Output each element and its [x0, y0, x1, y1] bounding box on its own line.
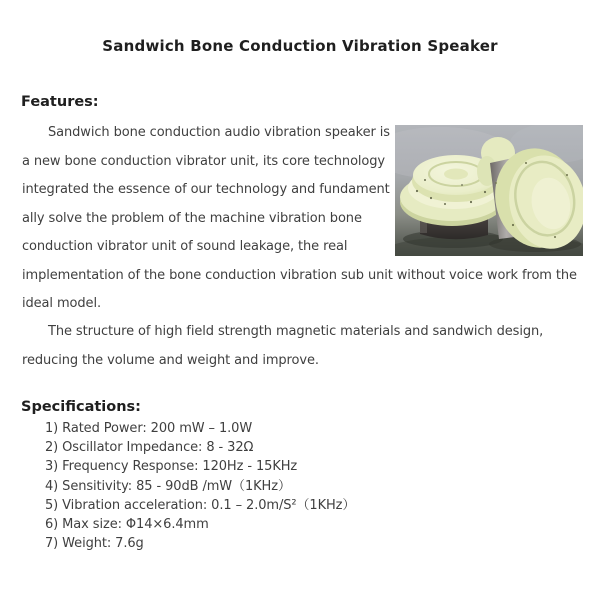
specifications-heading: Specifications:: [21, 399, 141, 415]
product-photo: [395, 125, 583, 256]
features-heading: Features:: [21, 94, 99, 110]
spec-item: 5) Vibration acceleration: 0.1 – 2.0m/S²（1KHz）: [45, 497, 356, 513]
spec-item: 1) Rated Power: 200 mW – 1.0W: [45, 421, 253, 436]
specifications-list: [45, 419, 565, 553]
text-line: conduction vibrator unit of sound leakage, the real: [22, 239, 348, 254]
text-line: integrated the essence of our technology and fundament: [22, 182, 390, 197]
page-title: Sandwich Bone Conduction Vibration Speaker: [102, 37, 498, 55]
spec-item: 4) Sensitivity: 85 - 90dB /mW（1KHz）: [45, 478, 291, 494]
text-line: a new bone conduction vibrator unit, its core technology: [22, 153, 386, 169]
text-line: implementation of the bone conduction vibration sub unit without voice work from the: [22, 267, 577, 283]
spec-item: 6) Max size: Φ14×6.4mm: [45, 517, 209, 533]
text-line: ally solve the problem of the machine vibration bone: [22, 210, 362, 226]
features-paragraph-2: [22, 318, 588, 375]
product-photo-image: [395, 125, 583, 256]
text-line: reducing the volume and weight and improve.: [22, 352, 319, 368]
spec-item: 2) Oscillator Impedance: 8 - 32Ω: [45, 440, 254, 456]
text-line: The structure of high field strength magnetic materials and sandwich design,: [48, 324, 544, 339]
text-line: ideal model.: [22, 296, 101, 311]
spec-item: 3) Frequency Response: 120Hz - 15KHz: [45, 459, 298, 475]
text-line: Sandwich bone conduction audio vibration speaker is: [48, 125, 390, 140]
spec-item: 7) Weight: 7.6g: [45, 536, 144, 552]
